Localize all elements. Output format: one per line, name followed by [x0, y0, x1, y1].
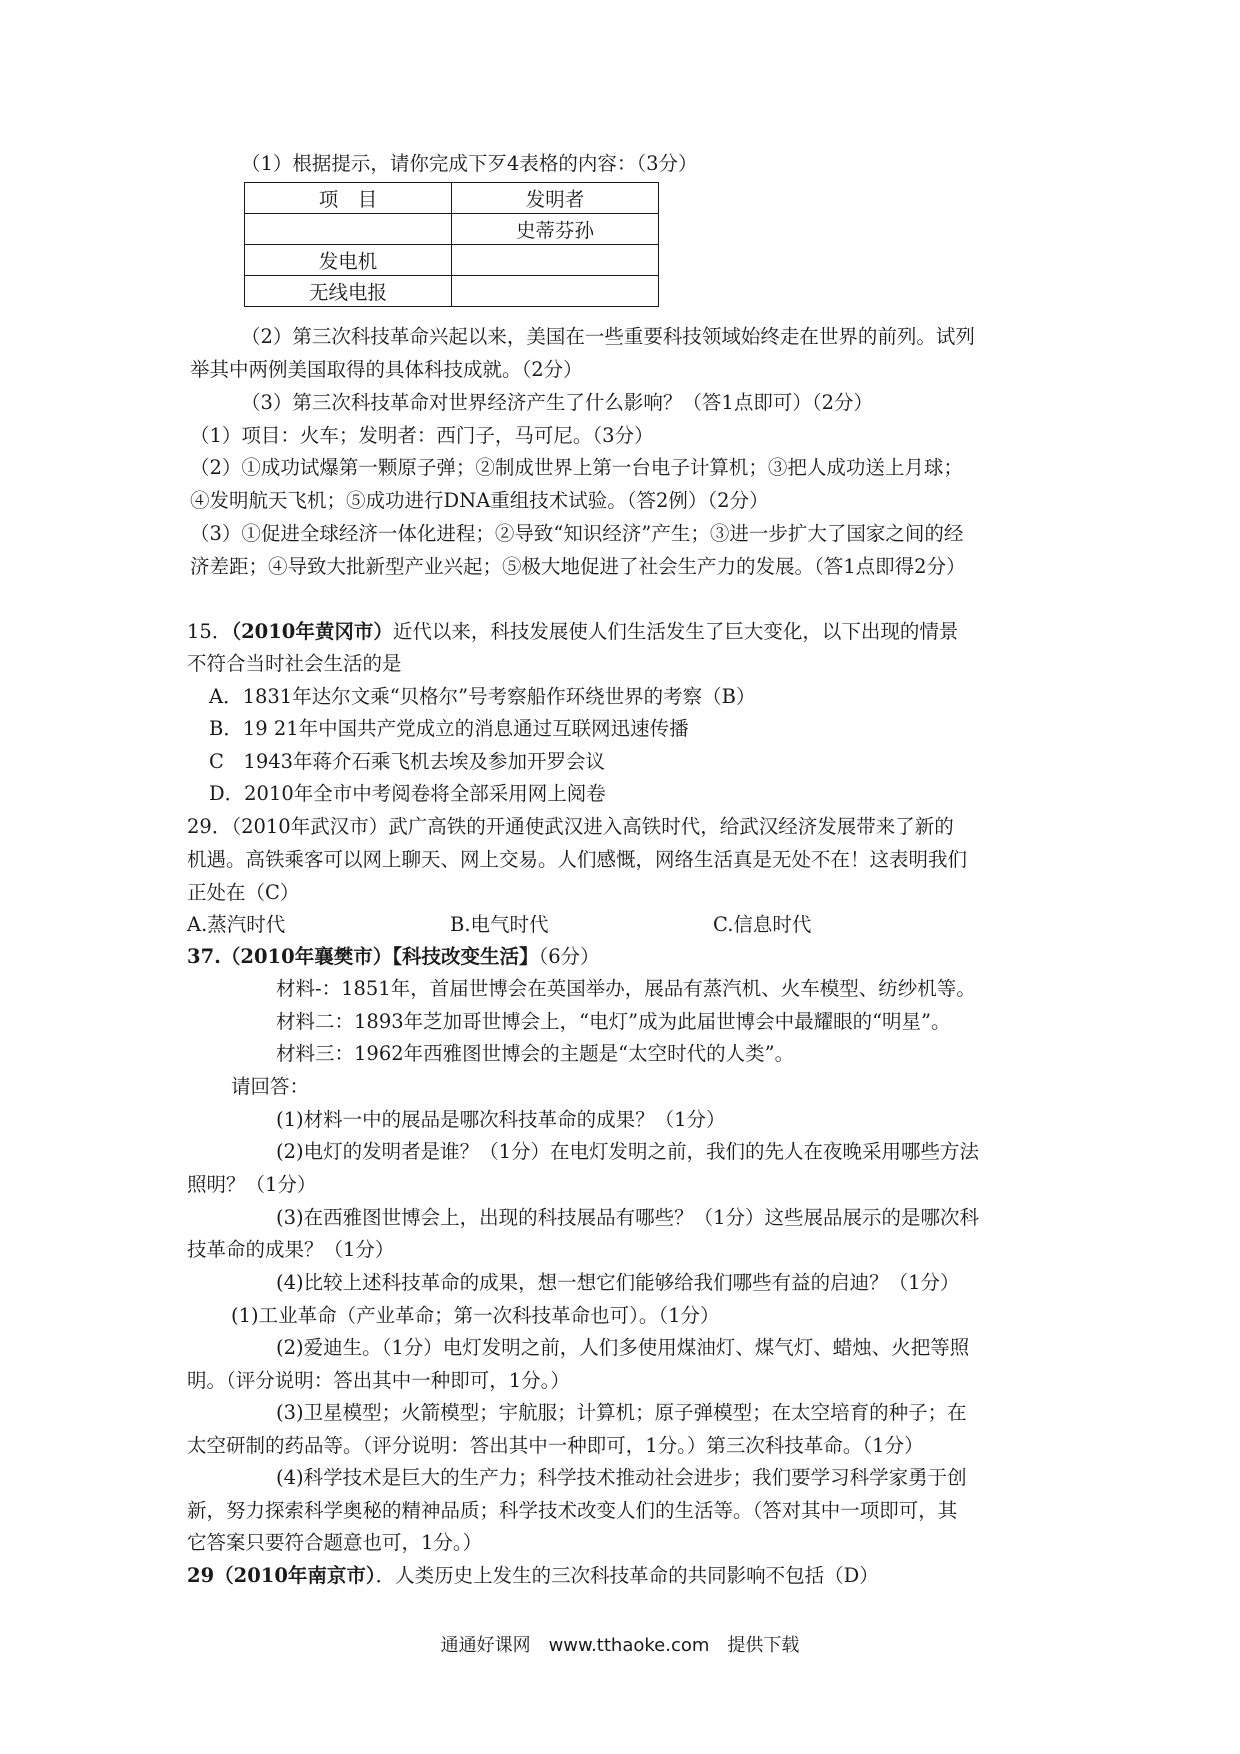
answer-line: (2)爱迪生。（1分）电灯发明之前，人们多使用煤油灯、煤气灯、蜡烛、火把等照	[276, 1336, 970, 1359]
question-source: （2010年南京市）	[214, 1564, 376, 1587]
material-line: 材料三：1962年西雅图世博会的主题是“太空时代的人类”。	[276, 1042, 795, 1065]
table-cell	[452, 276, 659, 307]
answer-line: 济差距；④导致大批新型产业兴起；⑤极大地促进了社会生产力的发展。（答1点即得2分）	[190, 555, 966, 578]
table-header-row	[245, 183, 659, 214]
question-text: ．人类历史上发生的三次科技革命的共同影响不包括（D）	[375, 1564, 879, 1587]
table-cell	[452, 245, 659, 276]
material-line: 材料二：1893年芝加哥世博会上，“电灯”成为此届世博会中最耀眼的“明星”。	[276, 1010, 951, 1033]
answer-line: (3)卫星模型；火箭模型；宇航服；计算机；原子弹模型；在太空培育的种子；在	[276, 1401, 967, 1424]
sub-question-line: (1)材料一中的展品是哪次科技革命的成果？（1分）	[276, 1108, 726, 1131]
answer-line: （2）①成功试爆第一颗原子弹；②制成世界上第一台电子计算机；③把人成功送上月球；	[190, 456, 963, 479]
option-b: B.电气时代	[450, 913, 549, 936]
question-number: 15．	[187, 620, 232, 643]
question-source: （2010年黄冈市）	[231, 620, 393, 643]
sub-question-line: 照明？（1分）	[187, 1173, 317, 1196]
sub-question-line: (4)比较上述科技革命的成果，想一想它们能够给我们哪些有益的启迪？（1分）	[276, 1271, 960, 1294]
table-cell	[245, 214, 452, 245]
inventions-table	[244, 182, 659, 307]
question-29-line: 机遇。高铁乘客可以网上聊天、网上交易。人们感慨，网络生活真是无处不在！这表明我们	[187, 848, 968, 871]
table-cell: 发电机	[245, 245, 452, 276]
footer-credit: 通通好课网 www.tthaoke.com 提供下载	[440, 1635, 800, 1656]
answer-line: 明。（评分说明：答出其中一种即可，1分。）	[187, 1369, 570, 1392]
material-line: 材料-：1851年，首届世博会在英国举办，展品有蒸汽机、火车模型、纺纱机等。	[276, 977, 976, 1000]
text-line: （3）第三次科技革命对世界经济产生了什么影响？（答1点即可）（2分）	[241, 391, 873, 414]
table-cell: 史蒂芬孙	[452, 214, 659, 245]
answer-line: （3）①促进全球经济一体化进程；②导致“知识经济”产生；③进一步扩大了国家之间的经	[190, 522, 964, 545]
table-header: 项 目	[245, 183, 452, 214]
text-line: （2）第三次科技革命兴起以来，美国在一些重要科技领域始终走在世界的前列。试列	[241, 325, 975, 348]
prompt-line: 请回答：	[231, 1075, 310, 1098]
table-row	[245, 214, 659, 245]
answer-line: 太空研制的药品等。（评分说明：答出其中一种即可，1分。）第三次科技革命。（1分）	[187, 1434, 924, 1457]
table-row	[245, 245, 659, 276]
answer-line: (4)科学技术是巨大的生产力；科学技术推动社会进步；我们要学习科学家勇于创	[276, 1466, 967, 1489]
question-source: 37.（2010年襄樊市）【科技改变生活】	[187, 945, 539, 968]
option-c: C 1943年蒋介石乘飞机去埃及参加开罗会议	[209, 750, 606, 773]
question-intro: （1）根据提示，请你完成下歹4表格的内容：（3分）	[241, 152, 698, 175]
question-score: （6分）	[538, 945, 600, 968]
sub-question-line: 技革命的成果？（1分）	[187, 1238, 395, 1261]
question-number: 29	[187, 1564, 215, 1587]
answer-line: ④发明航天飞机；⑤成功进行DNA重组技术试验。（答2例）（2分）	[190, 489, 769, 512]
answer-line: (1)工业革命（产业革命；第一次科技革命也可）。（1分）	[231, 1304, 720, 1327]
question-29-line: 29．（2010年武汉市）武广高铁的开通使武汉进入高铁时代，给武汉经济发展带来了新的	[187, 815, 954, 838]
question-29-line: 正处在（C）	[187, 881, 300, 904]
question-text: 不符合当时社会生活的是	[187, 652, 402, 675]
sub-question-line: (2)电灯的发明者是谁？（1分）在电灯发明之前，我们的先人在夜晚采用哪些方法	[276, 1140, 980, 1163]
option-a: A．1831年达尔文乘“贝格尔”号考察船作环绕世界的考察（B）	[209, 685, 756, 708]
option-d: D．2010年全市中考阅卷将全部采用网上阅卷	[209, 782, 606, 805]
option-b: B．19 21年中国共产党成立的消息通过互联网迅速传播	[209, 717, 689, 740]
answer-line: 它答案只要符合题意也可，1分。）	[187, 1531, 483, 1554]
question-15	[187, 620, 958, 648]
text-line: 举其中两例美国取得的具体科技成就。（2分）	[190, 358, 583, 381]
sub-question-line: (3)在西雅图世博会上，出现的科技展品有哪些？（1分）这些展品展示的是哪次科	[276, 1206, 980, 1229]
question-37-title	[187, 945, 600, 973]
option-c: C.信息时代	[713, 913, 812, 936]
option-a: A.蒸汽时代	[187, 913, 286, 936]
answer-line: 新，努力探索科学奥秘的精神品质；科学技术改变人们的生活等。（答对其中一项即可，其	[187, 1499, 958, 1522]
question-29-nanjing	[187, 1564, 879, 1592]
table-cell: 无线电报	[245, 276, 452, 307]
question-text: 近代以来，科技发展使人们生活发生了巨大变化，以下出现的情景	[392, 620, 959, 643]
table-header: 发明者	[452, 183, 659, 214]
table-row	[245, 276, 659, 307]
answer-line: （1）项目：火车；发明者：西门子，马可尼。（3分）	[190, 424, 654, 447]
